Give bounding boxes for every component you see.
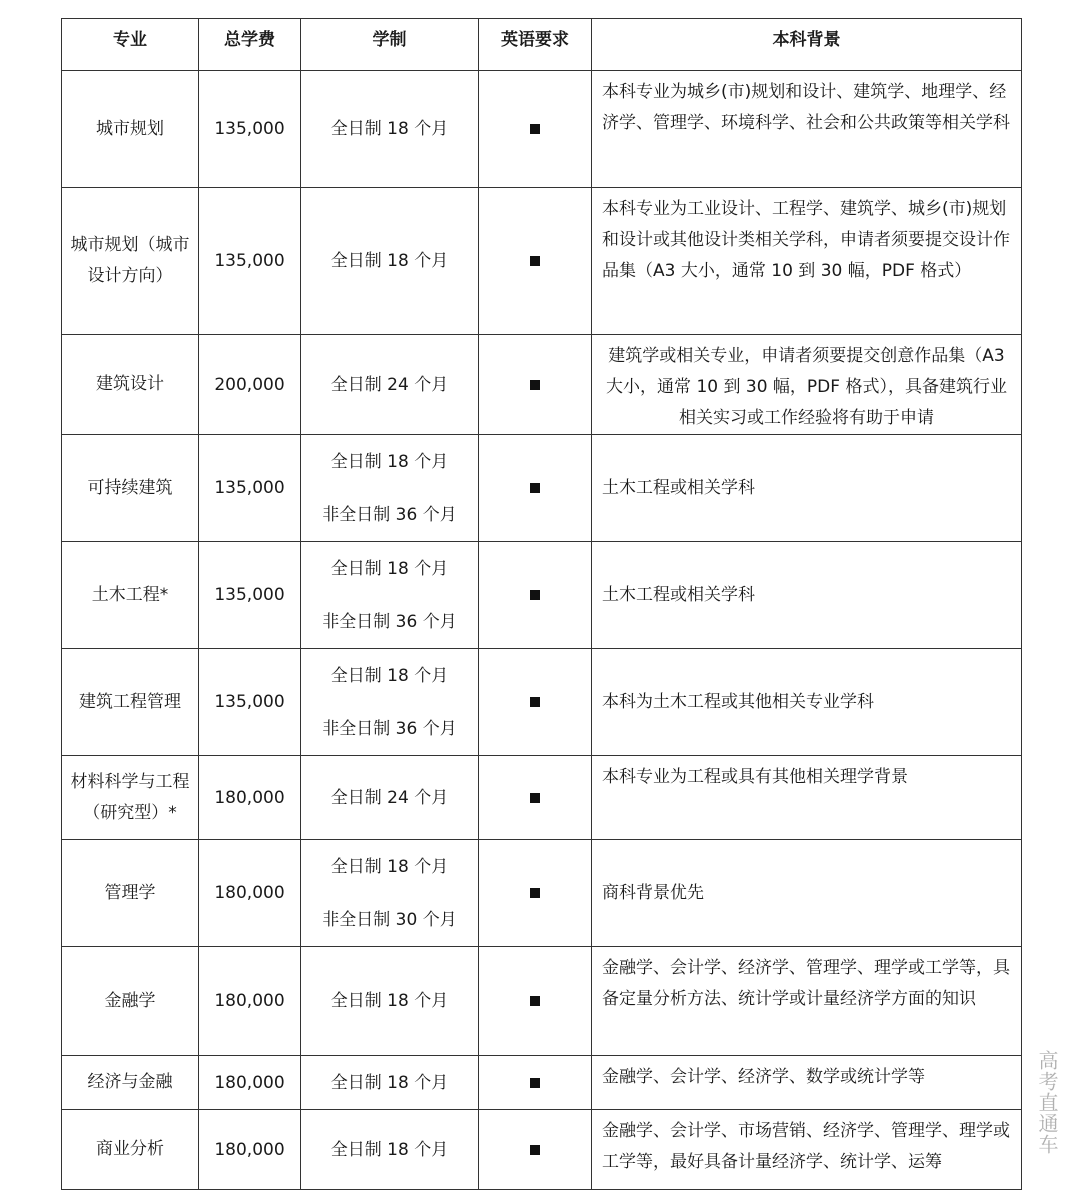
fee-cell: 180,000: [199, 756, 301, 840]
major-cell: [62, 188, 199, 335]
fee-cell: 180,000: [199, 840, 301, 947]
fee-cell: 135,000: [199, 71, 301, 188]
duration-cell: [301, 840, 479, 947]
major-cell: [62, 71, 199, 188]
english-cell: [479, 840, 592, 947]
major-cell: [62, 1056, 199, 1110]
duration-cell: [301, 435, 479, 542]
major-name: 经济与金融: [87, 1072, 173, 1092]
square-bullet-icon: [530, 590, 540, 600]
major-name: 城市规划（城市设计方向）: [70, 235, 190, 286]
background-cell: 本科专业为工程或具有其他相关理学背景: [592, 756, 1022, 840]
duration-line: 非全日制 36 个月: [322, 504, 457, 525]
square-bullet-icon: [530, 1145, 540, 1155]
table-row: [62, 335, 1022, 435]
duration-line: 全日制 18 个月: [330, 119, 449, 139]
english-cell: [479, 649, 592, 756]
major-name: 材料科学与工程（研究型）*: [70, 771, 190, 823]
background-cell: 商科背景优先: [592, 840, 1022, 947]
duration-cell: [301, 1056, 479, 1110]
major-cell: [62, 756, 199, 840]
duration-line: 全日制 18 个月: [330, 856, 449, 877]
background-cell: 本科专业为工业设计、工程学、建筑学、城乡(市)规划和设计或其他设计类相关学科，申请者须要提交设计作品集（A3 大小，通常 10 到 30 幅，PDF 格式）: [592, 188, 1022, 335]
square-bullet-icon: [530, 996, 540, 1006]
fee-cell: 200,000: [199, 335, 301, 435]
square-bullet-icon: [530, 124, 540, 134]
watermark: 高考直通车: [1035, 1050, 1059, 1155]
english-cell: [479, 335, 592, 435]
square-bullet-icon: [530, 697, 540, 707]
duration-line: 全日制 18 个月: [330, 665, 449, 686]
background-cell: 金融学、会计学、市场营销、经济学、管理学、理学或工学等，最好具备计量经济学、统计学、运筹: [592, 1110, 1022, 1190]
duration-cell: [301, 1110, 479, 1190]
duration-cell: [301, 542, 479, 649]
fee-cell: 180,000: [199, 1056, 301, 1110]
major-name: 土木工程*: [91, 584, 169, 605]
background-cell: 金融学、会计学、经济学、数学或统计学等: [592, 1056, 1022, 1110]
table-row: [62, 649, 1022, 756]
header-major: 专业: [62, 19, 199, 71]
header-duration: 学制: [301, 19, 479, 71]
header-english: 英语要求: [479, 19, 592, 71]
table-row: [62, 1110, 1022, 1190]
major-cell: [62, 542, 199, 649]
english-cell: [479, 71, 592, 188]
duration-line: 全日制 18 个月: [330, 991, 449, 1011]
duration-cell: [301, 756, 479, 840]
background-cell: 本科为土木工程或其他相关专业学科: [592, 649, 1022, 756]
table-row: [62, 435, 1022, 542]
square-bullet-icon: [530, 1078, 540, 1088]
duration-cell: [301, 71, 479, 188]
fee-cell: 135,000: [199, 542, 301, 649]
duration-line: 全日制 24 个月: [330, 787, 449, 808]
fee-cell: 135,000: [199, 649, 301, 756]
program-table: [61, 18, 1022, 1190]
duration-cell: [301, 188, 479, 335]
background-cell: 金融学、会计学、经济学、管理学、理学或工学等，具备定量分析方法、统计学或计量经济学方面的知识: [592, 947, 1022, 1056]
table-row: [62, 947, 1022, 1056]
background-cell: 建筑学或相关专业，申请者须要提交创意作品集（A3 大小，通常 10 到 30 幅，PDF 格式），具备建筑行业相关实习或工作经验将有助于申请: [592, 335, 1022, 435]
duration-line: 非全日制 36 个月: [322, 718, 457, 739]
fee-cell: 135,000: [199, 435, 301, 542]
square-bullet-icon: [530, 256, 540, 266]
major-name: 城市规划: [96, 118, 164, 139]
major-name: 商业分析: [96, 1139, 164, 1159]
fee-cell: 135,000: [199, 188, 301, 335]
background-cell: 土木工程或相关学科: [592, 435, 1022, 542]
major-cell: [62, 840, 199, 947]
major-name: 建筑设计: [96, 374, 164, 394]
duration-line: 全日制 18 个月: [330, 1139, 449, 1160]
square-bullet-icon: [530, 888, 540, 898]
background-cell: 土木工程或相关学科: [592, 542, 1022, 649]
duration-line: 全日制 18 个月: [330, 558, 449, 579]
fee-cell: 180,000: [199, 1110, 301, 1190]
duration-line: 全日制 24 个月: [330, 374, 449, 395]
english-cell: [479, 1110, 592, 1190]
duration-line: 全日制 18 个月: [330, 451, 449, 472]
major-cell: [62, 649, 199, 756]
english-cell: [479, 542, 592, 649]
header-background: 本科背景: [592, 19, 1022, 71]
square-bullet-icon: [530, 483, 540, 493]
major-cell: [62, 947, 199, 1056]
table-row: [62, 840, 1022, 947]
background-cell: 本科专业为城乡(市)规划和设计、建筑学、地理学、经济学、管理学、环境科学、社会和公共政策等相关学科: [592, 71, 1022, 188]
duration-cell: [301, 335, 479, 435]
table-row: [62, 71, 1022, 188]
major-cell: [62, 435, 199, 542]
fee-cell: 180,000: [199, 947, 301, 1056]
english-cell: [479, 756, 592, 840]
duration-cell: [301, 649, 479, 756]
table-row: [62, 756, 1022, 840]
english-cell: [479, 435, 592, 542]
major-name: 建筑工程管理: [79, 691, 181, 712]
english-cell: [479, 947, 592, 1056]
english-cell: [479, 1056, 592, 1110]
major-cell: [62, 1110, 199, 1190]
major-cell: [62, 335, 199, 435]
duration-line: 全日制 18 个月: [330, 251, 449, 271]
duration-line: 非全日制 36 个月: [322, 611, 457, 632]
header-fee: 总学费: [199, 19, 301, 71]
table-row: [62, 1056, 1022, 1110]
major-name: 可持续建筑: [87, 477, 173, 498]
table-header-row: [62, 19, 1022, 71]
square-bullet-icon: [530, 793, 540, 803]
major-name: 管理学: [104, 882, 156, 903]
english-cell: [479, 188, 592, 335]
major-name: 金融学: [104, 990, 156, 1011]
table-row: [62, 542, 1022, 649]
duration-line: 非全日制 30 个月: [322, 909, 457, 930]
duration-cell: [301, 947, 479, 1056]
square-bullet-icon: [530, 380, 540, 390]
table-row: [62, 188, 1022, 335]
duration-line: 全日制 18 个月: [330, 1072, 449, 1093]
